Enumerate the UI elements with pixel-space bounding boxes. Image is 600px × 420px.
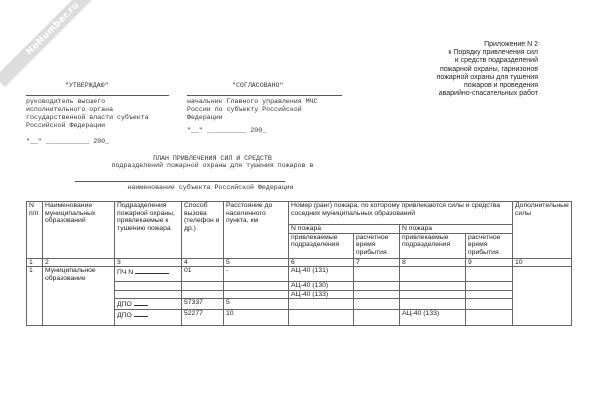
row-unit xyxy=(115,290,182,299)
column-numbers-row xyxy=(27,258,572,267)
header-time-a: расчетное время прибытия xyxy=(354,233,400,258)
agree-block xyxy=(187,98,318,122)
approve-signature-line xyxy=(26,95,169,96)
row-c7 xyxy=(354,290,400,299)
column-number: 8 xyxy=(400,258,466,267)
row-c9 xyxy=(466,309,513,325)
header-call-method: Способ вызова (телефон и др.) xyxy=(182,202,224,259)
approve-line: исполнительного органа xyxy=(26,106,114,113)
approve-block xyxy=(26,98,149,130)
column-number: 4 xyxy=(182,258,224,267)
approve-line: Российской Федерации xyxy=(26,122,106,129)
plan-subtitle: подразделений пожарной охраны для тушения пожаров в xyxy=(111,162,314,169)
row-unit xyxy=(115,282,182,291)
appendix-line: и средств подразделений xyxy=(454,57,538,65)
header-additional-forces: Дополнительные силы xyxy=(513,202,572,259)
row-c7 xyxy=(354,267,400,282)
row-call xyxy=(182,290,224,299)
row-distance xyxy=(224,290,289,299)
row-distance: - xyxy=(224,267,289,282)
table-row xyxy=(27,267,572,282)
header-num: N п/п xyxy=(27,202,43,259)
approve-line: руководитель высшего xyxy=(26,98,106,105)
agree-date: "__" __________ 200_ xyxy=(187,127,267,134)
row-c6 xyxy=(289,299,354,310)
unit-number-blank xyxy=(134,299,148,306)
row-c10 xyxy=(513,267,572,326)
plan-title: ПЛАН ПРИВЛЕЧЕНИЯ СИЛ И СРЕДСТВ xyxy=(153,155,272,162)
row-call: 52277 xyxy=(182,309,224,325)
row-c8 xyxy=(400,282,466,291)
row-c7 xyxy=(354,282,400,291)
unit-label: ПЧ N xyxy=(117,269,134,277)
row-c9 xyxy=(466,267,513,282)
column-number: 7 xyxy=(354,258,400,267)
plan-table xyxy=(26,201,572,326)
header-fire-rank: Номер (ранг) пожара, по которому привлекаются силы и средства соседних муниципальных образований xyxy=(289,202,513,225)
row-c8 xyxy=(400,267,466,282)
header-municipality: Наименование муниципальных образований xyxy=(43,202,115,259)
agree-line: России по субъекту Российской xyxy=(187,106,302,113)
header-distance: Расстояние до населенного пункта, км xyxy=(224,202,289,259)
appendix-line: Приложение N 2 xyxy=(484,41,538,48)
row-distance: 5 xyxy=(224,299,289,310)
appendix-line: пожарной охраны для тушения xyxy=(436,73,538,81)
header-fire-number-b: N пожара xyxy=(400,225,513,234)
row-unit xyxy=(115,267,182,282)
row-call: 57337 xyxy=(182,299,224,310)
unit-number-blank xyxy=(134,310,148,317)
column-number: 1 xyxy=(27,258,43,267)
row-c6: АЦ-40 (130) xyxy=(289,282,354,291)
appendix-note xyxy=(338,41,538,98)
row-num: 1 xyxy=(27,267,43,326)
unit-number-blank xyxy=(135,267,169,274)
header-units-b: привлекаемые подразделения xyxy=(400,233,466,258)
row-call: 01 xyxy=(182,267,224,282)
row-call xyxy=(182,282,224,291)
unit-label: ДПО xyxy=(117,311,132,319)
row-c8: АЦ-40 (133) xyxy=(400,309,466,325)
column-number: 9 xyxy=(466,258,513,267)
row-c7 xyxy=(354,299,400,310)
row-c9 xyxy=(466,290,513,299)
row-c6 xyxy=(289,309,354,325)
watermark: NoNumber.ru xyxy=(0,0,111,87)
row-c9 xyxy=(466,282,513,291)
header-units-a: привлекаемые подразделения xyxy=(289,233,354,258)
approve-line: государственной власти субъекта xyxy=(26,114,149,121)
header-fire-number-a: N пожара xyxy=(289,225,400,234)
row-municipality: Муниципальное образование xyxy=(43,267,115,326)
agree-title: "СОГЛАСОВАНО" xyxy=(232,82,284,89)
appendix-line: к Порядку привлечения сил xyxy=(448,49,538,57)
unit-label: ДПО xyxy=(117,301,132,309)
row-c7 xyxy=(354,309,400,325)
agree-line: начальник Главного управления МЧС xyxy=(187,98,318,105)
subject-name-line xyxy=(75,181,285,182)
column-number: 5 xyxy=(224,258,289,267)
row-c6: АЦ-40 (133) xyxy=(289,290,354,299)
agree-line: Федерации xyxy=(187,114,223,121)
approve-date: "__" ___________ 200_ xyxy=(26,138,110,145)
column-number: 2 xyxy=(43,258,115,267)
appendix-line: аварийно-спасательных работ xyxy=(438,90,538,98)
row-c8 xyxy=(400,299,466,310)
column-number: 3 xyxy=(115,258,182,267)
row-c6: АЦ-40 (131) xyxy=(289,267,354,282)
row-unit xyxy=(115,309,182,325)
header-time-b: расчетное время прибытия xyxy=(466,233,513,258)
header-units: Подразделения пожарной охраны, привлекаемые к тушению пожара xyxy=(115,202,182,259)
agree-signature-line xyxy=(187,95,342,96)
row-distance: 10 xyxy=(224,309,289,325)
subject-name-caption: наименование субъекта Российской Федерации xyxy=(127,184,294,191)
appendix-line: пожарной охраны, гарнизонов xyxy=(439,65,538,73)
appendix-line: пожаров и проведения xyxy=(464,82,538,90)
row-distance xyxy=(224,282,289,291)
column-number: 10 xyxy=(513,258,572,267)
row-unit xyxy=(115,299,182,310)
row-c9 xyxy=(466,299,513,310)
approve-title: "УТВЕРЖДАЮ" xyxy=(65,82,109,89)
row-c8 xyxy=(400,290,466,299)
column-number: 6 xyxy=(289,258,354,267)
